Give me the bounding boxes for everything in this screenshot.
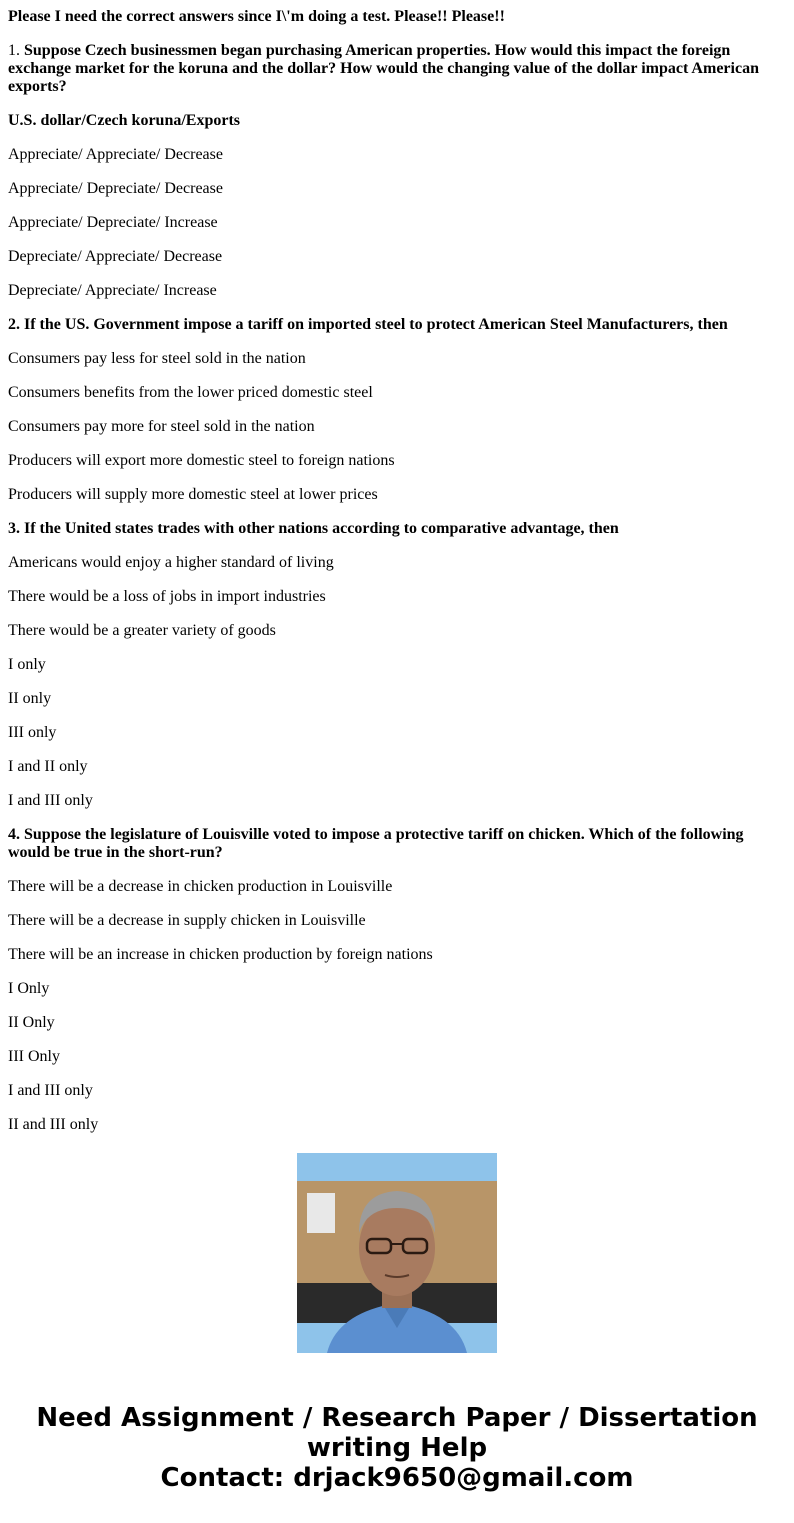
question-4-option: I Only (8, 980, 50, 997)
question-4-statement: There will be a decrease in supply chicken in Louisville (8, 912, 366, 929)
question-2-option: Consumers benefits from the lower priced domestic steel (8, 384, 373, 401)
question-3-text: 3. If the United states trades with other nations according to comparative advantage, then (8, 520, 619, 537)
question-1-option: Appreciate/ Depreciate/ Decrease (8, 180, 223, 197)
question-4-option: II Only (8, 1014, 55, 1031)
question-3-statement: There would be a loss of jobs in import industries (8, 588, 326, 605)
question-3-option: I and II only (8, 758, 88, 775)
intro-text: Please I need the correct answers since I\'m doing a test. Please!! Please!! (8, 8, 505, 25)
question-1-option: Depreciate/ Appreciate/ Decrease (8, 248, 223, 265)
avatar (297, 1153, 497, 1353)
question-2-text: 2. If the US. Government impose a tariff on imported steel to protect American Steel Manufacturers, then (8, 316, 728, 333)
person-photo-icon (297, 1153, 497, 1353)
question-document (8, 0, 778, 1133)
footer-line-2: writing Help (306, 1433, 488, 1463)
question-1-option: Appreciate/ Appreciate/ Decrease (8, 146, 223, 163)
question-2-option: Consumers pay more for steel sold in the nation (8, 418, 315, 435)
question-1 (8, 42, 778, 96)
footer-contact-email: Contact: drjack9650@gmail.com (160, 1463, 634, 1493)
question-4-option: II and III only (8, 1116, 99, 1133)
question-2-option: Producers will export more domestic steel to foreign nations (8, 452, 395, 469)
question-3-option: I and III only (8, 792, 93, 809)
question-3-statement: Americans would enjoy a higher standard of living (8, 554, 334, 571)
question-3-option: I only (8, 656, 46, 673)
question-1-header: U.S. dollar/Czech koruna/Exports (8, 112, 241, 129)
question-2-option: Producers will supply more domestic steel at lower prices (8, 486, 378, 503)
question-4-option: III Only (8, 1048, 60, 1065)
question-1-number: 1. (8, 42, 24, 59)
question-4-text: 4. Suppose the legislature of Louisville voted to impose a protective tariff on chicken. Which of the following would be true in the short-run? (8, 826, 744, 861)
question-3-option: III only (8, 724, 57, 741)
question-3-option: II only (8, 690, 52, 707)
question-1-option: Appreciate/ Depreciate/ Increase (8, 214, 218, 231)
question-4-statement: There will be a decrease in chicken production in Louisville (8, 878, 393, 895)
question-4-statement: There will be an increase in chicken production by foreign nations (8, 946, 433, 963)
footer-line-1: Need Assignment / Research Paper / Dissertation (36, 1403, 758, 1433)
contact-footer (0, 1403, 794, 1493)
question-4-option: I and III only (8, 1082, 93, 1099)
question-3-statement: There would be a greater variety of goods (8, 622, 276, 639)
question-1-option: Depreciate/ Appreciate/ Increase (8, 282, 217, 299)
question-2-option: Consumers pay less for steel sold in the nation (8, 350, 306, 367)
question-1-text: Suppose Czech businessmen began purchasing American properties. How would this impact the foreign exchange market for the koruna and the dollar? How would the changing value of the dollar impact American exports? (8, 42, 759, 95)
